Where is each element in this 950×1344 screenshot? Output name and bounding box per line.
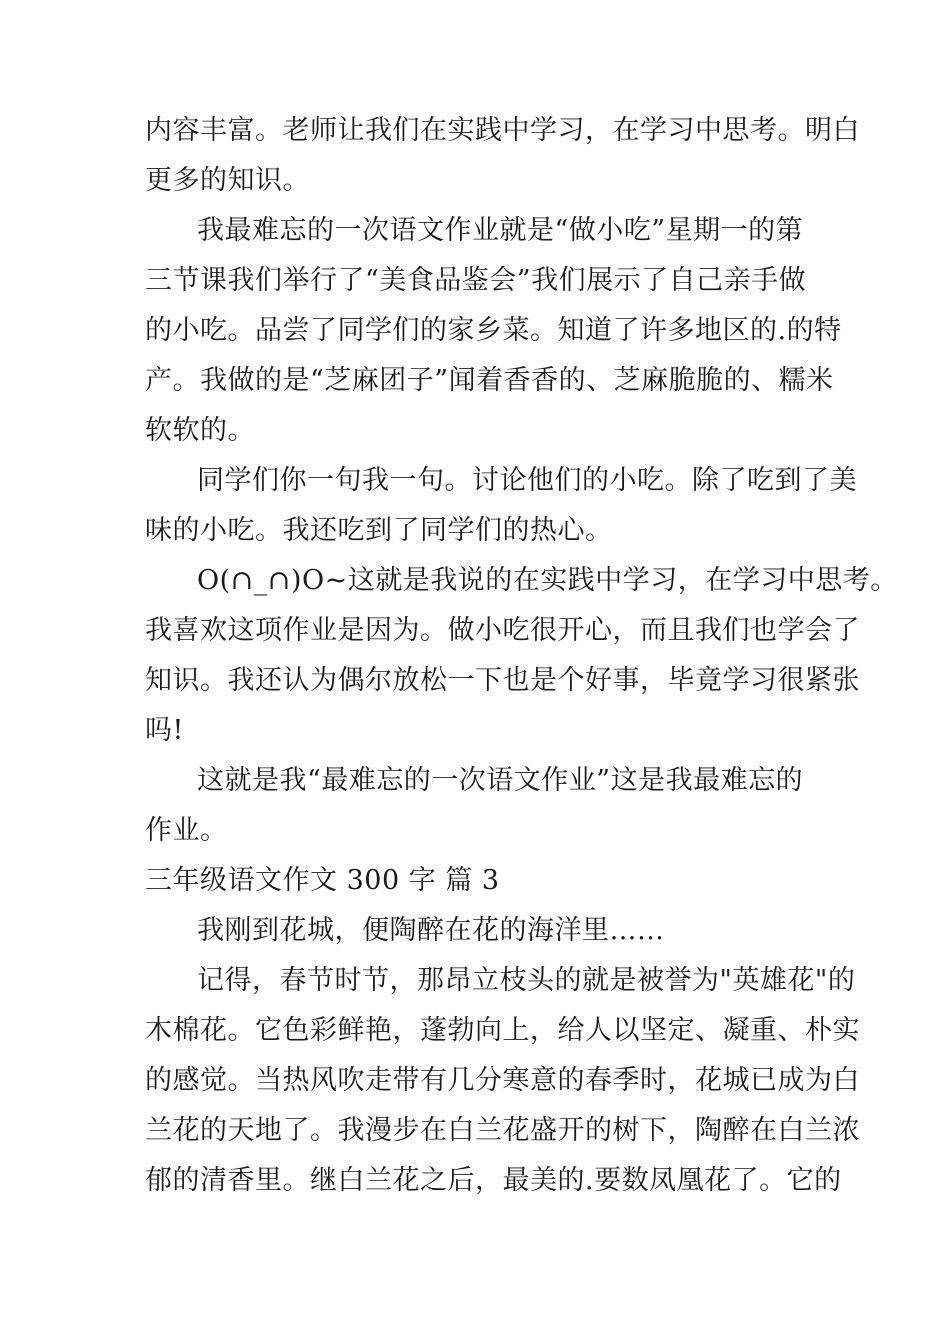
paragraph-line: 更多的知识。 [145, 165, 310, 196]
paragraph-line: 内容丰富。老师让我们在实践中学习，在学习中思考。明白 [145, 115, 860, 146]
paragraph-line: 我刚到花城，便陶醉在花的海洋里…… [197, 915, 665, 946]
paragraph-line: 味的小吃。我还吃到了同学们的热心。 [145, 515, 613, 546]
paragraph-line: 我喜欢这项作业是因为。做小吃很开心，而且我们也学会了 [145, 615, 860, 646]
section-heading: 三年级语文作文 300 字 篇 3 [145, 865, 500, 896]
paragraph-line: 兰花的天地了。我漫步在白兰花盛开的树下，陶醉在白兰浓 [145, 1115, 860, 1146]
paragraph-line: O(∩_∩)O~这就是我说的在实践中学习，在学习中思考。 [197, 565, 898, 596]
paragraph-line: 的感觉。当热风吹走带有几分寒意的春季时，花城已成为白 [145, 1065, 860, 1096]
paragraph-line: 郁的清香里。继白兰花之后，最美的.要数凤凰花了。它的 [145, 1165, 842, 1196]
paragraph-line: 这就是我“最难忘的一次语文作业”这是我最难忘的 [197, 765, 804, 796]
paragraph-line: 的小吃。品尝了同学们的家乡菜。知道了许多地区的.的特 [145, 315, 842, 346]
paragraph-line: 软软的。 [145, 415, 255, 446]
paragraph-line: 产。我做的是“芝麻团子”闻着香香的、芝麻脆脆的、糯米 [145, 365, 834, 396]
paragraph-line: 知识。我还认为偶尔放松一下也是个好事，毕竟学习很紧张 [145, 665, 860, 696]
paragraph-line: 三节课我们举行了“美食品鉴会”我们展示了自己亲手做 [145, 265, 807, 296]
paragraph-line: 木棉花。它色彩鲜艳，蓬勃向上，给人以坚定、凝重、朴实 [145, 1015, 860, 1046]
paragraph-line: 吗! [145, 715, 184, 746]
paragraph-line: 记得，春节时节，那昂立枝头的就是被誉为"英雄花"的 [197, 965, 856, 996]
paragraph-line: 我最难忘的一次语文作业就是“做小吃”星期一的第 [197, 215, 804, 246]
paragraph-line: 同学们你一句我一句。讨论他们的小吃。除了吃到了美 [197, 465, 857, 496]
paragraph-line: 作业。 [145, 815, 228, 846]
